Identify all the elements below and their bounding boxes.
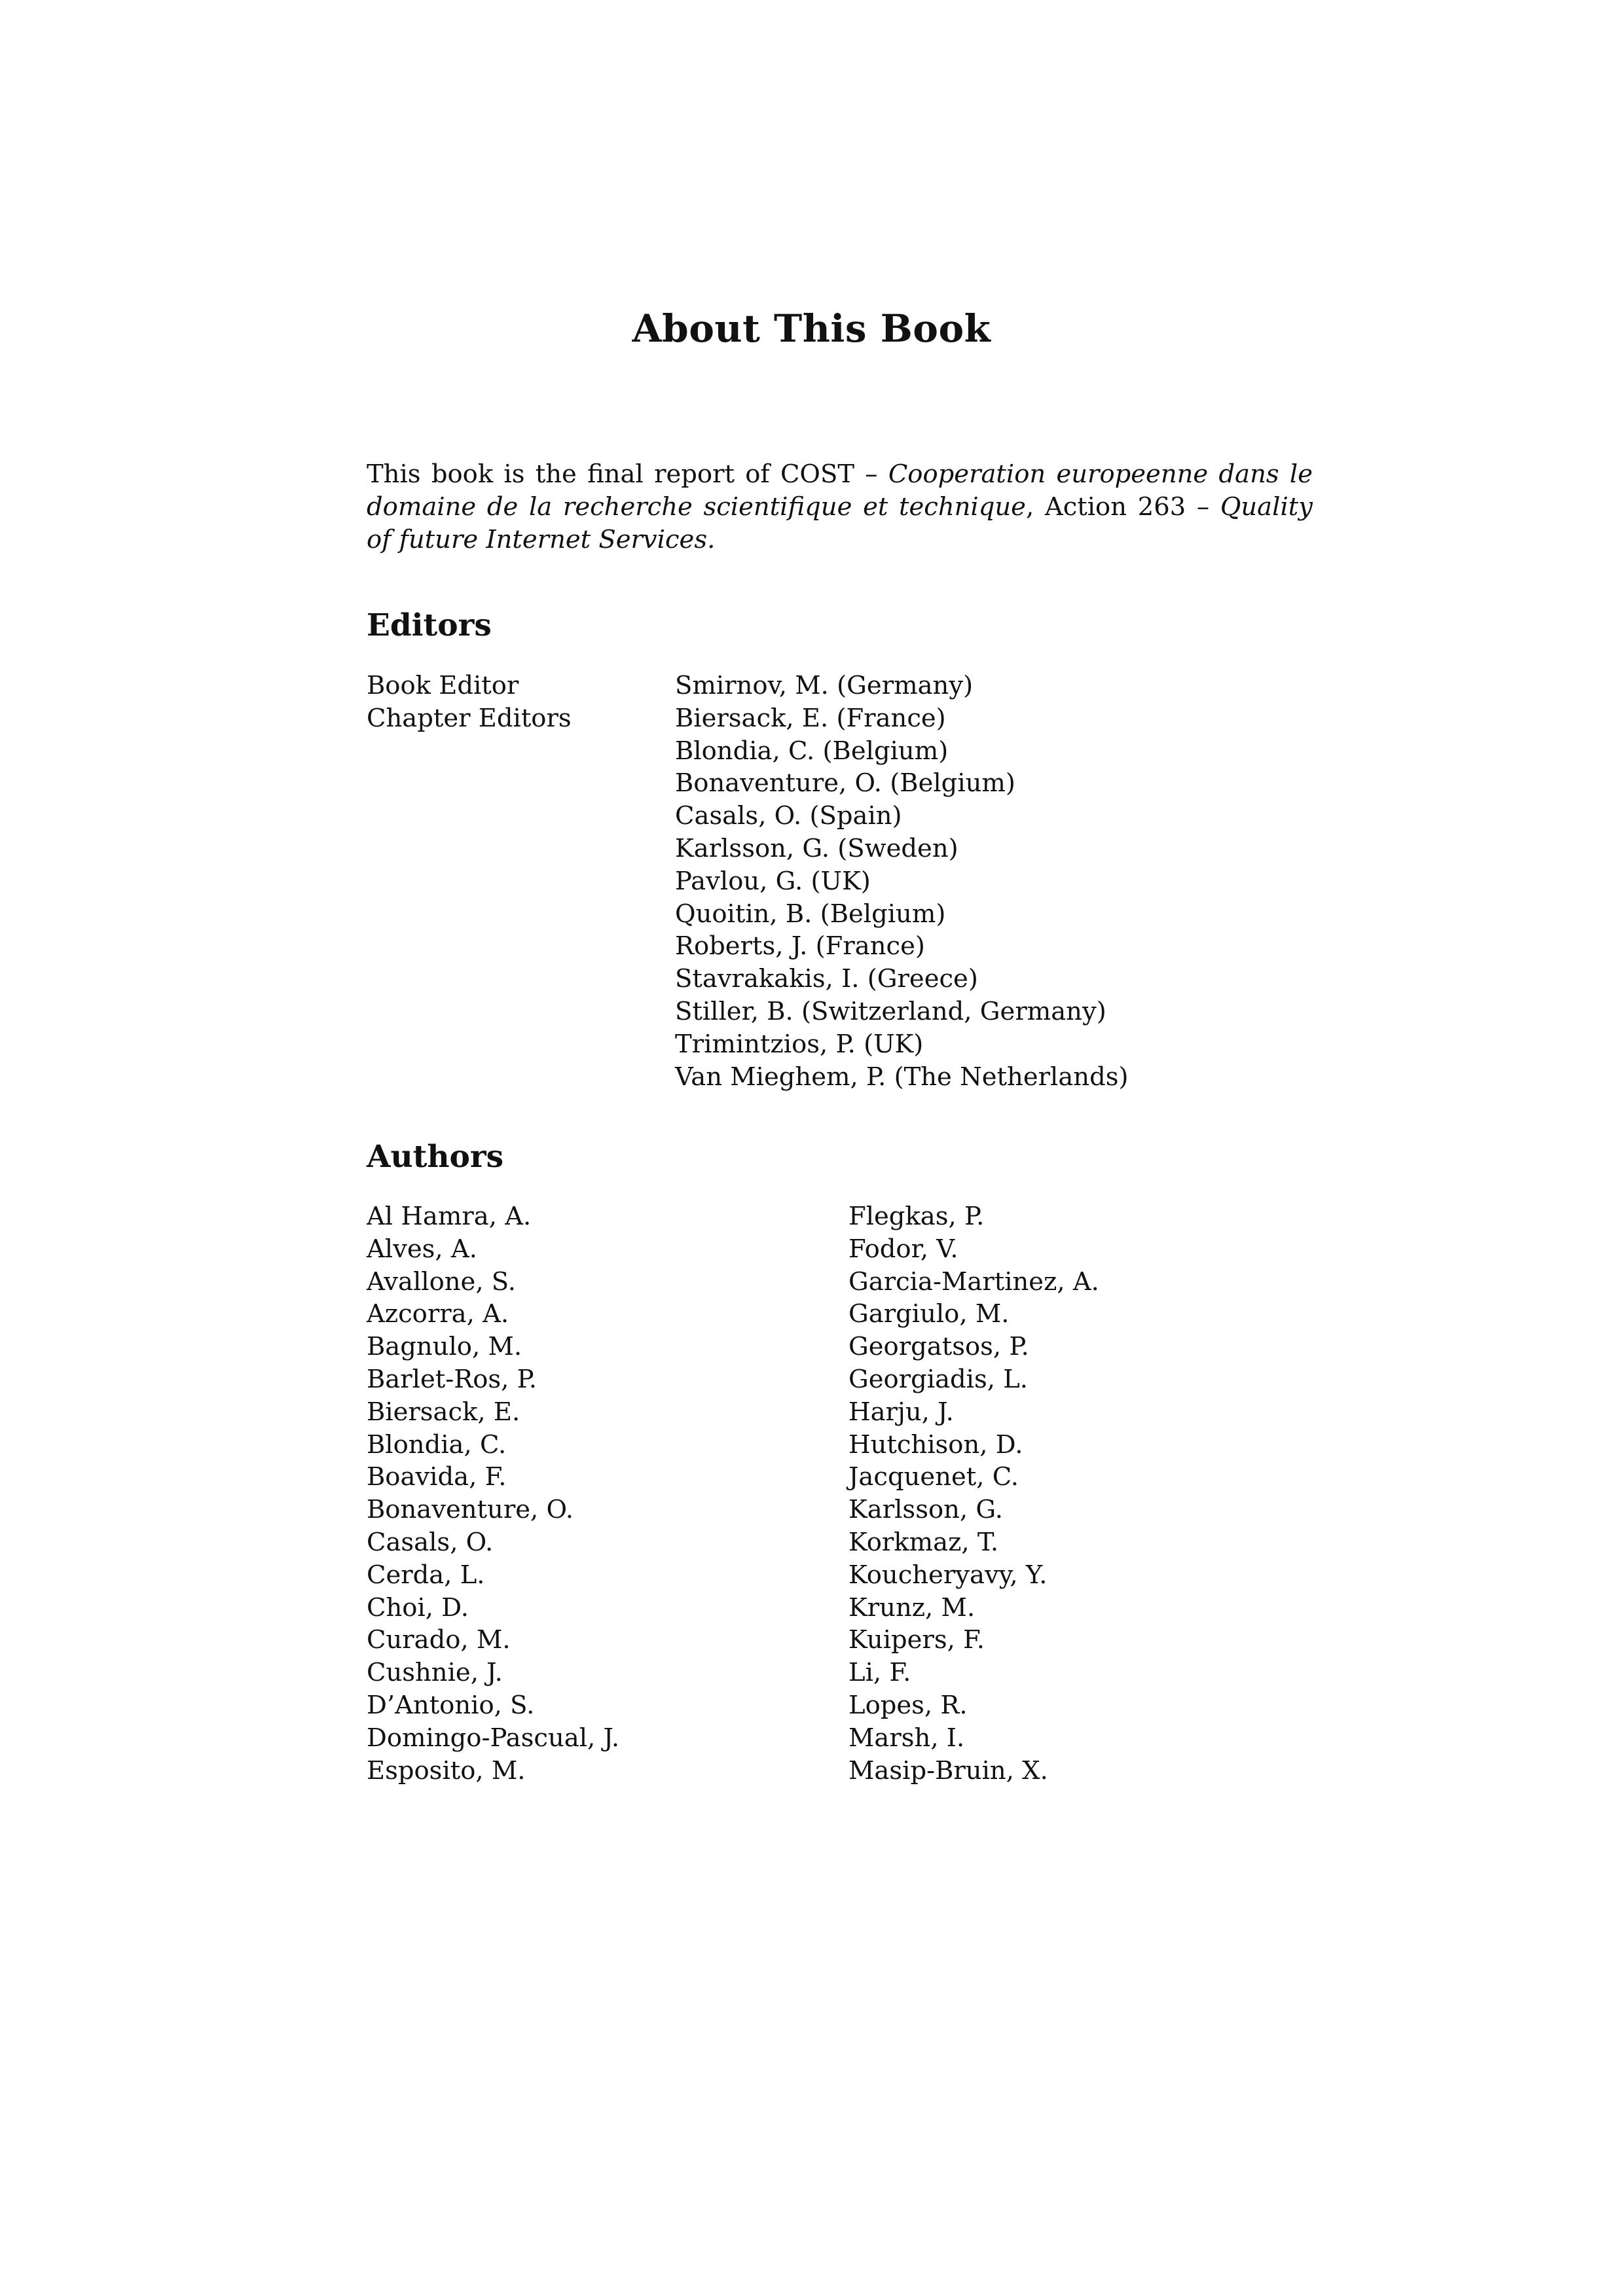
authors-left-column [367,1200,825,1787]
intro-italic-2: Quality of future Internet Services. [367,492,1313,554]
intro-text-1: This book is the final report of COST – [367,459,888,489]
author-name: Boavida, F. [367,1462,507,1492]
editor-name: Stavrakakis, I. (Greece) [675,964,978,994]
editor-name: Quoitin, B. (Belgium) [675,899,946,929]
editor-role: Book Editor [367,671,519,700]
editor-name: Stiller, B. (Switzerland, Germany) [675,996,1106,1026]
author-name: Blondia, C. [367,1429,507,1460]
author-name: Masip-Bruin, X. [848,1755,1048,1785]
intro-italic-1: Cooperation europeenne dans le domaine de la recherche scientifique et technique [367,459,1313,522]
author-name: Lopes, R. [848,1690,968,1720]
author-name: Harju, J. [848,1397,954,1427]
author-name: Krunz, M. [848,1592,976,1623]
author-name: Curado, M. [367,1625,511,1655]
editors-heading: Editors [367,607,492,643]
author-name: Fodor, V. [848,1234,958,1264]
author-name: Choi, D. [367,1592,469,1623]
author-name: Barlet-Ros, P. [367,1364,537,1394]
editor-name: Bonaventure, O. (Belgium) [675,768,1015,798]
author-name: Gargiulo, M. [848,1299,1010,1329]
author-name: Hutchison, D. [848,1429,1023,1460]
editor-names-column [675,670,1264,1093]
editor-name: Blondia, C. (Belgium) [675,736,949,766]
editor-role: Chapter Editors [367,703,572,733]
editor-roles-column [367,670,655,735]
author-name: Cushnie, J. [367,1658,503,1688]
author-name: Esposito, M. [367,1755,526,1785]
author-name: D’Antonio, S. [367,1690,535,1720]
authors-right-column [848,1200,1307,1787]
intro-paragraph [367,458,1313,556]
author-name: Bagnulo, M. [367,1332,522,1362]
author-name: Azcorra, A. [367,1299,509,1329]
editor-name: Roberts, J. (France) [675,931,925,961]
author-name: Flegkas, P. [848,1202,985,1231]
author-name: Korkmaz, T. [848,1527,999,1557]
page-title: About This Book [632,306,991,351]
editor-name: Karlsson, G. (Sweden) [675,833,958,863]
intro-text-2: , Action 263 – [1025,492,1220,522]
editor-name: Van Mieghem, P. (The Netherlands) [675,1062,1129,1092]
author-name: Georgiadis, L. [848,1364,1029,1394]
author-name: Domingo-Pascual, J. [367,1723,620,1753]
authors-heading: Authors [367,1139,504,1175]
editor-name: Casals, O. (Spain) [675,801,902,831]
editor-name: Pavlou, G. (UK) [675,866,871,896]
author-name: Koucheryavy, Y. [848,1560,1048,1590]
author-name: Garcia-Martinez, A. [848,1266,1099,1297]
author-name: Li, F. [848,1658,911,1688]
author-name: Georgatsos, P. [848,1332,1029,1362]
author-name: Casals, O. [367,1527,494,1557]
author-name: Biersack, E. [367,1397,520,1427]
author-name: Al Hamra, A. [367,1202,532,1231]
author-name: Kuipers, F. [848,1625,985,1655]
author-name: Cerda, L. [367,1560,485,1590]
author-name: Karlsson, G. [848,1495,1004,1525]
editor-name: Trimintzios, P. (UK) [675,1029,924,1059]
author-name: Jacquenet, C. [848,1462,1019,1492]
author-name: Alves, A. [367,1234,477,1264]
author-name: Marsh, I. [848,1723,965,1753]
editor-name: Smirnov, M. (Germany) [675,671,974,700]
author-name: Bonaventure, O. [367,1495,574,1525]
editor-name: Biersack, E. (France) [675,703,946,733]
author-name: Avallone, S. [367,1266,517,1297]
